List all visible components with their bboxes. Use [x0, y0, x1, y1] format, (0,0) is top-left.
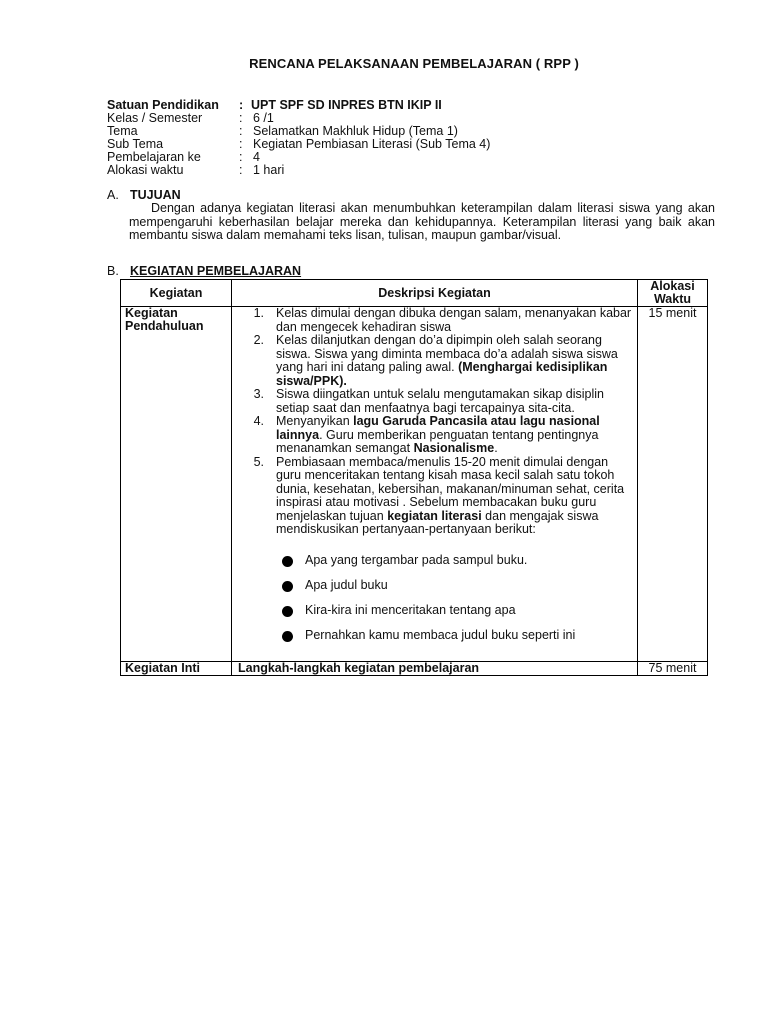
- document-title: RENCANA PELAKSANAAN PEMBELAJARAN ( RPP ): [249, 56, 579, 71]
- list-item: [238, 415, 633, 456]
- step-number: 2.: [253, 333, 264, 347]
- step-number: 1.: [253, 306, 264, 320]
- bullet-icon: [282, 581, 293, 592]
- step-number: 4.: [253, 414, 264, 428]
- identity-value: Selamatkan Makhluk Hidup (Tema 1): [253, 124, 458, 138]
- list-item: [238, 307, 633, 334]
- section-heading-tujuan: [107, 188, 181, 202]
- question-text: Apa yang tergambar pada sampul buku.: [305, 553, 528, 568]
- question-item: [282, 624, 633, 649]
- header-alokasi: Alokasi Waktu: [638, 280, 708, 307]
- identity-block: [107, 99, 490, 177]
- question-text: Apa judul buku: [305, 578, 388, 593]
- table-header-row: [121, 280, 708, 307]
- identity-label: Tema: [107, 124, 138, 138]
- identity-value: Kegiatan Pembiasan Literasi (Sub Tema 4): [253, 137, 491, 151]
- kegiatan-cell: Kegiatan Inti: [121, 661, 232, 676]
- step-text: Pembiasaan membaca/menulis 15-20 menit dimulai dengan guru menceritakan tentang kisah masa kecil salah satu tokoh dunia, kesehatan, kebersihan, makanan/minuman sehat, cerita inspirasi atau motivasi . Sebelum membacakan buku guru menjelaskan tujuan kegiatan literasi dan mengajak siswa mendiskusikan pertanyaan-pertanyaan berikut:: [276, 454, 625, 536]
- table-row: [121, 307, 708, 662]
- step-text: Kelas dimulai dengan dibuka dengan salam, menanyakan kabar dan mengecek kehadiran siswa: [276, 306, 632, 334]
- question-text: Pernahkan kamu membaca judul buku seperti ini: [305, 628, 576, 643]
- list-item: [238, 456, 633, 537]
- identity-value: UPT SPF SD INPRES BTN IKIP II: [251, 98, 442, 112]
- table-row: [121, 661, 708, 676]
- question-item: [282, 574, 633, 599]
- list-item: [238, 388, 633, 415]
- step-text: Siswa diingatkan untuk selalu mengutamakan sikap disiplin setiap saat dan menfaatnya bagi tercapainya sita-cita.: [276, 387, 604, 415]
- question-item: [282, 599, 633, 624]
- step-list: [238, 307, 633, 537]
- identity-colon: :: [239, 111, 243, 125]
- step-text: Kelas dilanjutkan dengan do’a dipimpin oleh salah seorang siswa. Siswa yang diminta membaca do’a adalah siswa siswa yang hari ini datang paling awal. (Menghargai kedisiplikan siswa/PPK).: [276, 333, 618, 388]
- alokasi-cell: 15 menit: [638, 307, 708, 662]
- section-title: TUJUAN: [130, 188, 181, 202]
- identity-label: Kelas / Semester: [107, 111, 203, 125]
- identity-value: 6 /1: [253, 111, 274, 125]
- step-text: Menyanyikan lagu Garuda Pancasila atau lagu nasional lainnya. Guru memberikan penguatan tentang pentingnya menanamkan semangat Nasionalisme.: [276, 414, 600, 455]
- list-item: [238, 334, 633, 388]
- header-kegiatan: Kegiatan: [121, 280, 232, 307]
- identity-label: Satuan Pendidikan: [107, 98, 219, 112]
- deskripsi-cell: [232, 661, 638, 676]
- identity-colon: :: [239, 137, 243, 151]
- tujuan-paragraph: Dengan adanya kegiatan literasi akan menumbuhkan keterampilan dalam literasi siswa yang akan mempengaruhi keberhasilan belajar mereka dan kehidupannya. Keterampilan literasi yang baik akan membantu siswa dalam memahami teks lisan, tulisan, maupun gambar/visual.: [129, 201, 715, 242]
- section-number: B.: [107, 264, 119, 278]
- question-text: Kira-kira ini menceritakan tentang apa: [305, 603, 516, 618]
- section-number: A.: [107, 188, 119, 202]
- bullet-icon: [282, 606, 293, 617]
- identity-label: Pembelajaran ke: [107, 150, 201, 164]
- identity-colon: :: [239, 124, 243, 138]
- header-deskripsi: Deskripsi Kegiatan: [232, 280, 638, 307]
- identity-colon: :: [239, 163, 243, 177]
- identity-colon: :: [239, 98, 244, 112]
- section-heading-kegiatan: [107, 264, 301, 278]
- alokasi-cell: 75 menit: [638, 661, 708, 676]
- bullet-icon: [282, 631, 293, 642]
- bullet-icon: [282, 556, 293, 567]
- section-title: KEGIATAN PEMBELAJARAN: [130, 264, 302, 278]
- kegiatan-cell: Kegiatan Pendahuluan: [121, 307, 232, 662]
- identity-colon: :: [239, 150, 243, 164]
- question-list: [238, 549, 633, 649]
- identity-label: Alokasi waktu: [107, 163, 184, 177]
- identity-row-alokasi: [107, 164, 490, 177]
- step-number: 5.: [253, 454, 264, 469]
- step-number: 3.: [253, 387, 264, 401]
- kegiatan-table: [120, 279, 708, 676]
- question-item: [282, 549, 633, 574]
- inti-description: Langkah-langkah kegiatan pembelajaran: [238, 660, 480, 675]
- identity-label: Sub Tema: [107, 137, 164, 151]
- identity-value: 1 hari: [253, 163, 285, 177]
- identity-value: 4: [253, 150, 260, 164]
- deskripsi-cell: [232, 307, 638, 662]
